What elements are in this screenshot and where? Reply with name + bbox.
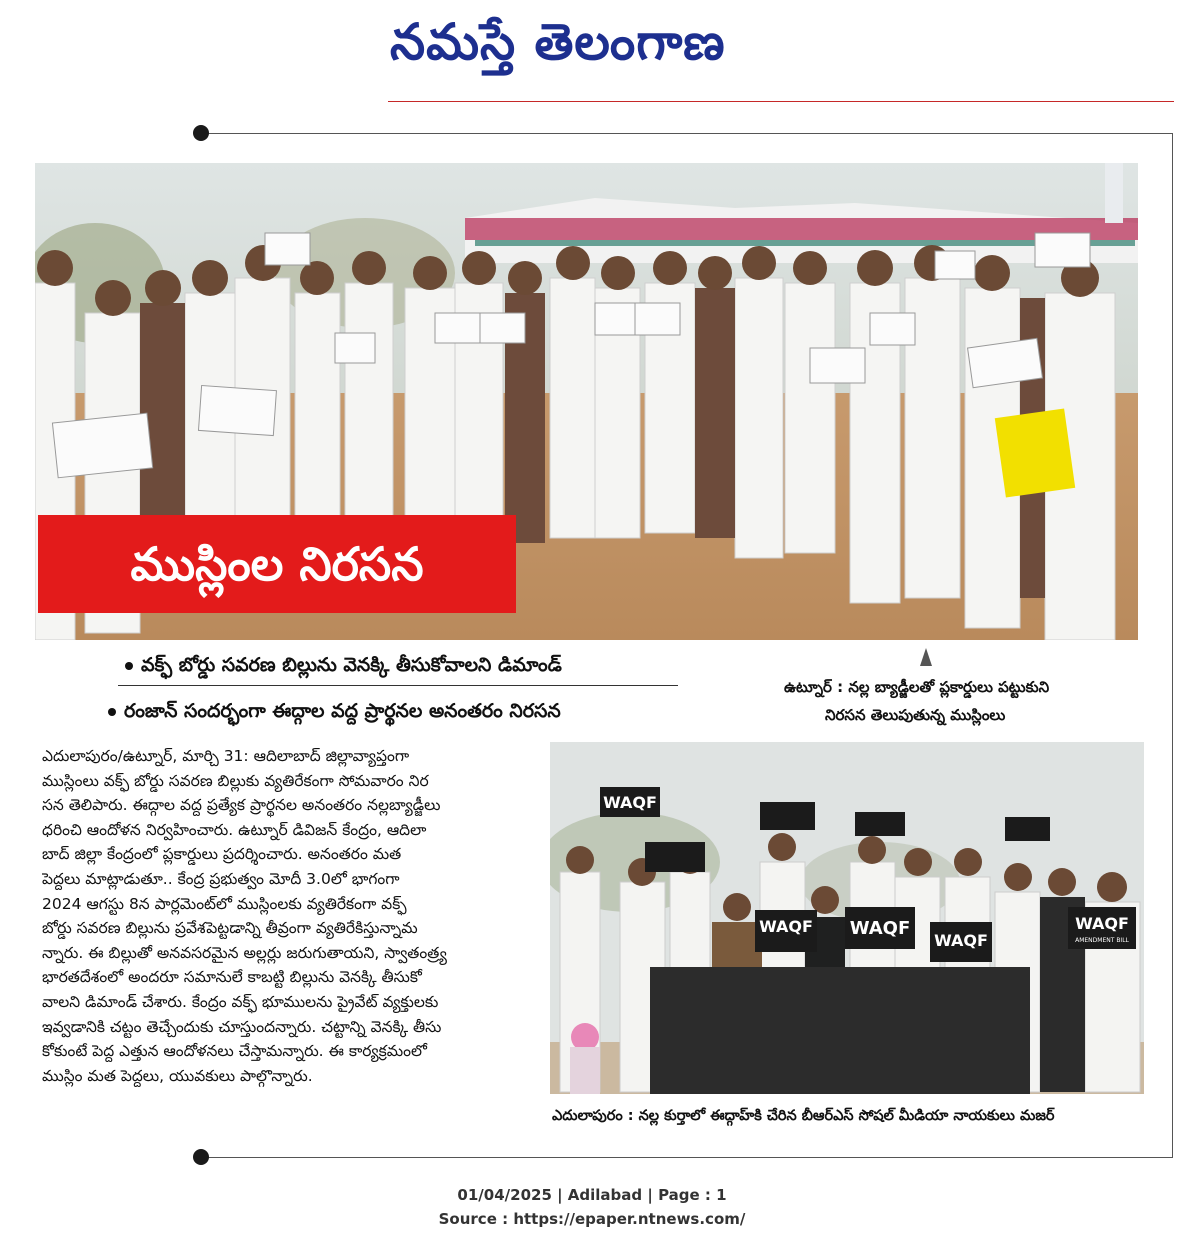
- masthead-rule: [388, 101, 1174, 102]
- placard-waqf-2: WAQF: [759, 917, 813, 936]
- bullet-icon: [108, 708, 116, 716]
- subhead-divider: [118, 685, 678, 686]
- masthead-logo: నమస్తే తెలంగాణ: [390, 12, 726, 71]
- footer-info: 01/04/2025 | Adilabad | Page : 1: [457, 1186, 727, 1204]
- subhead-2: [108, 700, 561, 727]
- headline-banner: ముస్లింల నిరసన: [38, 515, 516, 613]
- body-line: ఎదులాపురం/ఉట్నూర్, మార్చి 31: ఆదిలాబాద్ జిల్లావ్యాప్తంగా: [42, 747, 410, 765]
- frame-dot-top: [193, 125, 209, 141]
- top-photo-caption-line1: ఉట్నూర్ : నల్ల బ్యాడ్జీలతో ప్లకార్డులు పట్టుకుని: [784, 678, 1050, 696]
- placard-waqf-1: WAQF: [603, 793, 657, 812]
- body-line: కోకుంటే పెద్ద ఎత్తున ఆందోళనలు చేస్తామన్నారు. ఈ కార్యక్రమంలో: [42, 1042, 427, 1061]
- bottom-eidgah-photo: [550, 742, 1144, 1094]
- top-photo-caption-line2: నిరసన తెలుపుతున్న ముస్లింలు: [825, 706, 1006, 724]
- subhead-1: [125, 654, 562, 681]
- body-line: 2024 ఆగస్టు 8న పార్లమెంట్‌లో ముస్లింలకు వ్యతిరేకంగా వక్ఫ్: [42, 894, 407, 913]
- placard-waqf-5: WAQF: [1075, 914, 1129, 933]
- bottom-photo-caption: ఎదులాపురం : నల్ల కుర్తాలో ఈద్గాహ్‌కి చేరిన బీఆర్‌ఎస్ సోషల్ మీడియా నాయకులు మజర్: [552, 1108, 1055, 1124]
- subhead-1-text: వక్ఫ్ బోర్డు సవరణ బిల్లును వెనక్కి తీసుకోవాలని డిమాండ్: [141, 654, 562, 676]
- subhead-2-text: రంజాన్ సందర్భంగా ఈద్గాల వద్ద ప్రార్థనల అనంతరం నిరసన: [124, 700, 561, 722]
- body-line: పెద్దలు మాట్లాడుతూ.. కేంద్ర ప్రభుత్వం మోదీ 3.0లో భాగంగా: [42, 869, 400, 888]
- body-line: ఇవ్వడానికి చట్టం తెచ్చేందుకు చూస్తుందన్నారు. చట్టాన్ని వెనక్కి తీసు: [42, 1017, 442, 1036]
- body-line: న్నారు. ఈ బిల్లుతో అనవసరమైన అల్లర్లు జరుగుతాయని, స్వాతంత్ర్య: [42, 943, 447, 962]
- caption-arrow-icon: [920, 648, 932, 666]
- body-line: భారతదేశంలో అందరూ సమానులే కాబట్టి బిల్లును వెనక్కి తీసుకో: [42, 968, 422, 987]
- frame-right-rule: [1172, 133, 1173, 1157]
- frame-top-rule: [205, 133, 1173, 134]
- footer-source-label: Source :: [438, 1210, 514, 1228]
- footer-source-link[interactable]: https://epaper.ntnews.com/: [513, 1210, 746, 1228]
- frame-dot-bottom: [193, 1149, 209, 1165]
- placard-amendment-bill: AMENDMENT BILL: [1075, 937, 1129, 944]
- footer-source: [0, 1210, 1184, 1228]
- body-line: సన తెలిపారు. ఈద్గాల వద్ద ప్రత్యేక ప్రార్థనల అనంతరం నల్లబ్యాడ్జీలు: [42, 796, 441, 815]
- body-line: బోర్డు సవరణ బిల్లును ప్రవేశపెట్టడాన్ని తీవ్రంగా వ్యతిరేకిస్తున్నామ: [42, 919, 418, 938]
- placard-waqf-3: WAQF: [849, 918, 911, 939]
- body-line: ముస్లింలు వక్ఫ్ బోర్డు సవరణ బిల్లుకు వ్యతిరేకంగా సోమవారం నిర: [42, 771, 429, 790]
- body-line: బాద్ జిల్లా కేంద్రంలో ప్లకార్డులు ప్రదర్శించారు. అనంతరం మత: [42, 845, 402, 864]
- frame-bottom-rule: [205, 1157, 1173, 1158]
- body-line: ముస్లిం మత పెద్దలు, యువకులు పాల్గొన్నారు.: [42, 1066, 313, 1085]
- body-line: ధరించి ఆందోళన నిర్వహించారు. ఉట్నూర్ డివిజన్ కేంద్రం, ఆదిలా: [42, 820, 427, 839]
- article-body: [42, 744, 530, 1088]
- placard-waqf-4: WAQF: [934, 931, 988, 950]
- bullet-icon: [125, 662, 133, 670]
- body-line: వాలని డిమాండ్ చేశారు. కేంద్రం వక్ఫ్ భూములను ప్రైవేట్ వ్యక్తులకు: [42, 992, 439, 1011]
